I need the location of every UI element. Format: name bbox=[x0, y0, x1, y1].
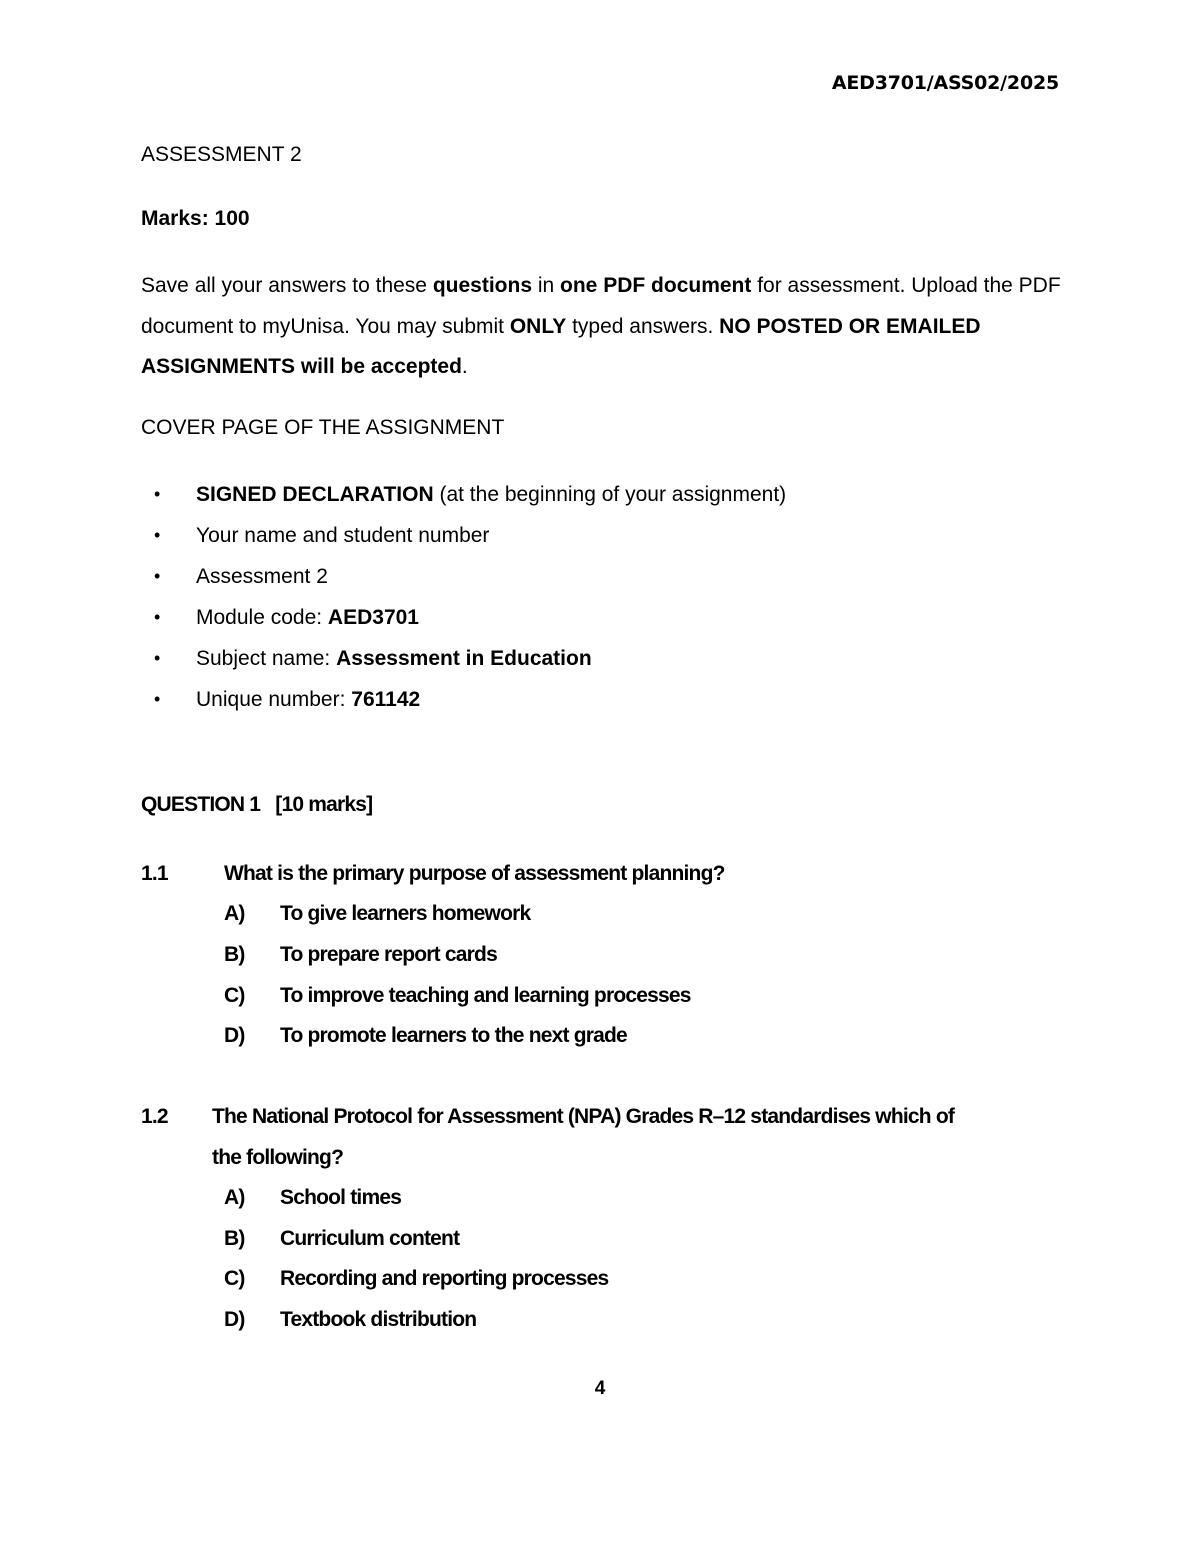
option-letter: A) bbox=[224, 1186, 245, 1209]
assessment-title: ASSESSMENT 2 bbox=[141, 143, 302, 166]
instr-bold: ONLY bbox=[509, 314, 567, 338]
question-text: The National Protocol for Assessment (NPA) Grades R–12 standardises which of bbox=[212, 1105, 955, 1128]
item-text: Subject name: bbox=[196, 647, 337, 670]
bullet-icon: • bbox=[154, 689, 161, 709]
list-item bbox=[141, 556, 1041, 597]
item-text: Unique number: bbox=[196, 688, 352, 711]
document-code-header: AED3701/ASS02/2025 bbox=[831, 72, 1059, 94]
instr-bold: one PDF document bbox=[560, 274, 752, 297]
option-text: To improve teaching and learning processes bbox=[280, 984, 691, 1007]
option-letter: D) bbox=[224, 1024, 245, 1047]
bullet-icon: • bbox=[154, 607, 161, 627]
instr-bold: questions bbox=[432, 274, 533, 297]
list-item bbox=[141, 638, 1041, 679]
instr-text: in bbox=[532, 274, 561, 297]
item-bold: SIGNED DECLARATION bbox=[196, 483, 434, 506]
option-text: Curriculum content bbox=[280, 1227, 460, 1250]
instr-text: Save all your answers to these bbox=[141, 274, 433, 297]
option-letter: B) bbox=[224, 943, 245, 966]
item-text: Assessment 2 bbox=[196, 565, 328, 588]
bullet-icon: • bbox=[154, 525, 161, 545]
bullet-icon: • bbox=[154, 648, 161, 668]
instr-text: for assessment. Upload the PDF document to myUnisa. You may submit bbox=[141, 274, 1061, 338]
option-text: Textbook distribution bbox=[280, 1308, 477, 1331]
question-text: the following? bbox=[212, 1146, 344, 1169]
option-text: Recording and reporting processes bbox=[280, 1267, 609, 1290]
list-item bbox=[141, 515, 1041, 556]
option-text: To prepare report cards bbox=[280, 943, 497, 966]
option-letter: A) bbox=[224, 902, 245, 925]
bullet-icon: • bbox=[154, 484, 161, 504]
instr-bold: NO POSTED OR EMAILED ASSIGNMENTS will be accepted bbox=[141, 314, 981, 378]
question-text: What is the primary purpose of assessment planning? bbox=[224, 862, 725, 885]
page-number: 4 bbox=[594, 1378, 606, 1399]
item-bold: Assessment in Education bbox=[336, 647, 592, 670]
item-bold: 761142 bbox=[351, 688, 421, 711]
instructions-paragraph bbox=[141, 266, 1066, 388]
bullet-icon: • bbox=[154, 566, 161, 586]
marks-label: Marks: 100 bbox=[141, 207, 250, 230]
item-text: (at the beginning of your assignment) bbox=[433, 483, 787, 506]
cover-page-title: COVER PAGE OF THE ASSIGNMENT bbox=[141, 416, 505, 439]
instr-text: typed answers. bbox=[566, 314, 720, 338]
cover-page-list bbox=[141, 474, 1041, 720]
item-text: Module code: bbox=[196, 606, 328, 629]
option-letter: D) bbox=[224, 1308, 245, 1331]
instr-text: . bbox=[461, 355, 468, 378]
list-item bbox=[141, 474, 1041, 515]
question-number: 1.1 bbox=[141, 862, 168, 885]
option-letter: C) bbox=[224, 1267, 245, 1290]
question-number: 1.2 bbox=[141, 1105, 168, 1128]
option-letter: B) bbox=[224, 1227, 245, 1250]
option-text: To promote learners to the next grade bbox=[280, 1024, 627, 1047]
list-item bbox=[141, 597, 1041, 638]
item-bold: AED3701 bbox=[327, 606, 419, 629]
option-text: To give learners homework bbox=[280, 902, 531, 925]
item-text: Your name and student number bbox=[196, 524, 490, 547]
question-1-title: QUESTION 1 [10 marks] bbox=[141, 793, 373, 816]
option-text: School times bbox=[280, 1186, 402, 1209]
option-letter: C) bbox=[224, 984, 245, 1007]
list-item bbox=[141, 679, 1041, 720]
